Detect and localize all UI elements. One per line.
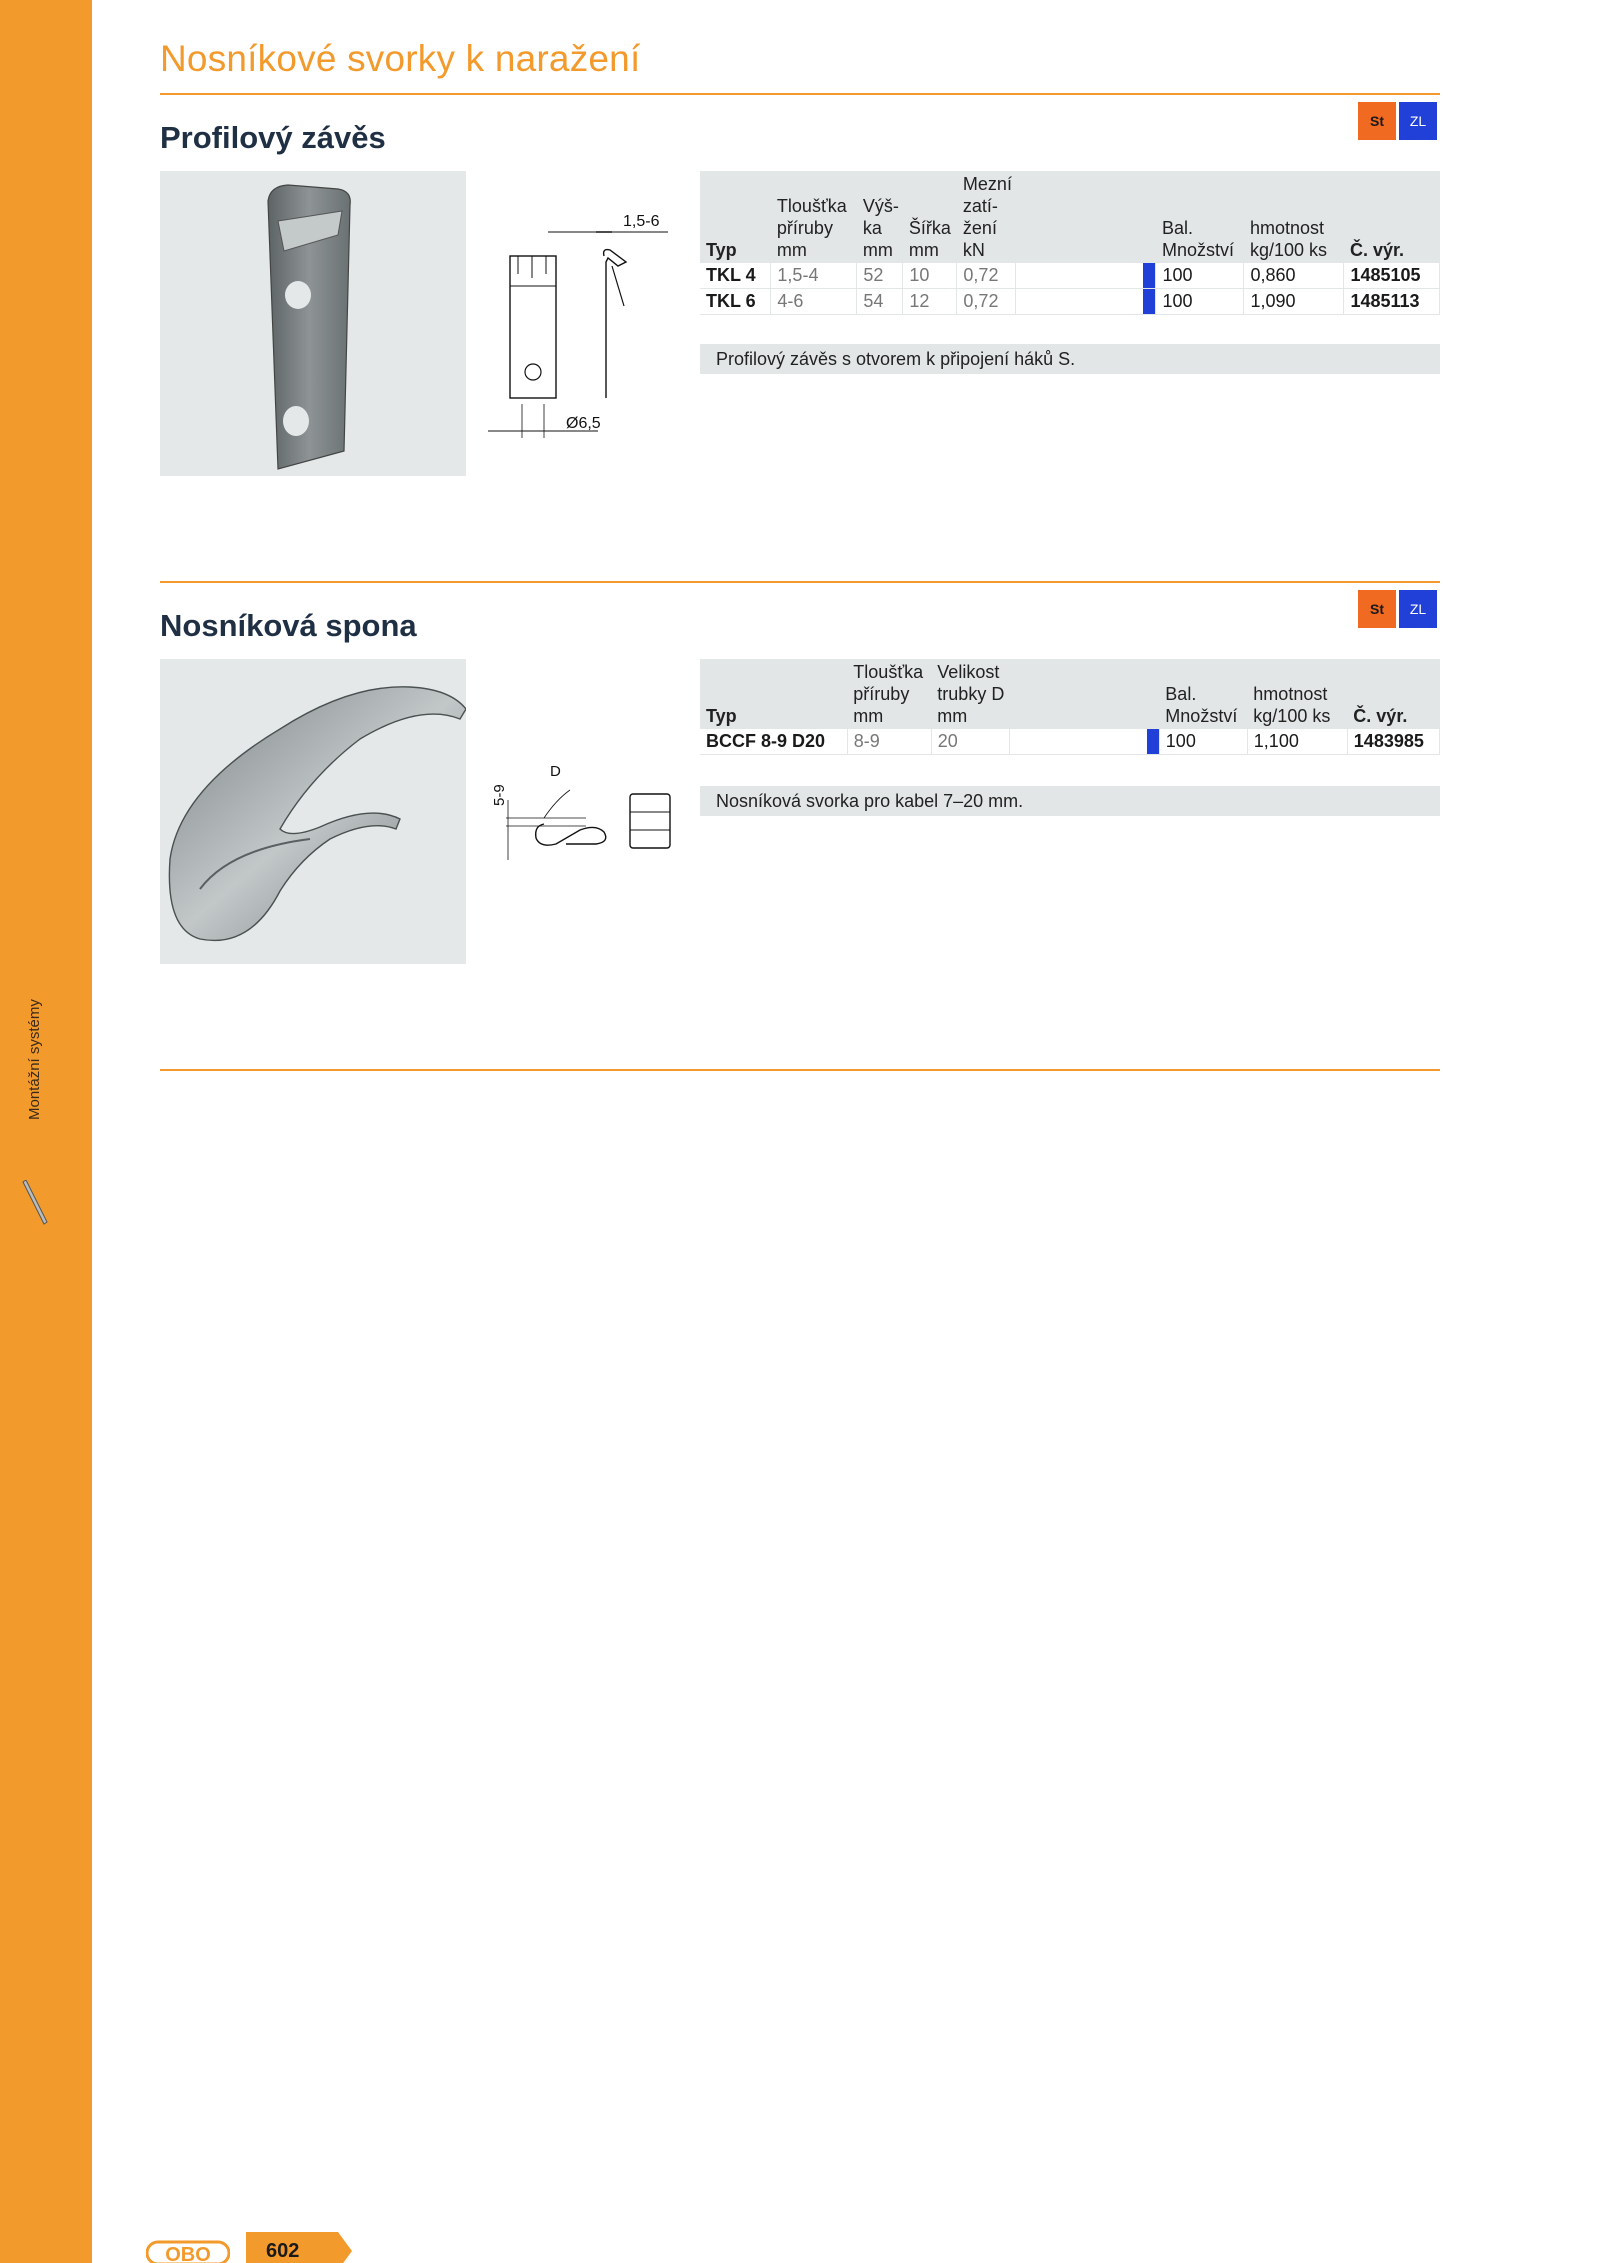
cell-sirka: 12 (903, 289, 957, 315)
zl-marker (1147, 729, 1159, 754)
cell-sirka: 10 (903, 263, 957, 289)
col-velikost: Velikost trubky D mm (931, 659, 1009, 729)
col-sirka: Šířka mm (903, 171, 957, 263)
col-spacer (1016, 171, 1156, 263)
side-label (26, 1100, 46, 1120)
cell-typ: TKL 4 (700, 263, 771, 289)
cell-tloustka: 4-6 (771, 289, 857, 315)
col-typ: Typ (700, 659, 847, 729)
page-title: Nosníkové svorky k naražení (160, 38, 641, 79)
table-header-row (700, 171, 1440, 263)
side-bar (0, 0, 92, 2263)
product-photo-bccf (160, 659, 466, 964)
col-spacer (1009, 659, 1159, 729)
technical-drawing-tkl (488, 206, 674, 440)
cell-hmotnost: 1,090 (1244, 289, 1344, 315)
section-rule (160, 581, 1440, 583)
cell-tloustka: 8-9 (847, 729, 931, 755)
table-row (700, 289, 1440, 315)
dim-label-bottom: Ø6,5 (566, 415, 601, 432)
cell-spacer (1016, 289, 1156, 315)
table-row (700, 729, 1440, 755)
cell-bal: 100 (1156, 289, 1244, 315)
logo-text: OBO (165, 2244, 211, 2263)
technical-drawing-bccf (486, 760, 676, 862)
cell-cislo: 1485113 (1344, 289, 1440, 315)
dim-label-d: D (550, 763, 561, 780)
section-rule (160, 1069, 1440, 1071)
cell-bal: 100 (1156, 263, 1244, 289)
zl-marker (1143, 289, 1155, 314)
col-bal: Bal. Množství (1159, 659, 1247, 729)
cell-vyska: 52 (857, 263, 903, 289)
cell-hmotnost: 1,100 (1247, 729, 1347, 755)
page-number: 602 (266, 2240, 300, 2262)
dim-label-top: 1,5-6 (623, 213, 660, 230)
cell-vyska: 54 (857, 289, 903, 315)
col-hmotnost: hmotnost kg/100 ks (1247, 659, 1347, 729)
table-header-row (700, 659, 1440, 729)
cell-cislo: 1485105 (1344, 263, 1440, 289)
cell-typ: TKL 6 (700, 289, 771, 315)
col-cislo-vyrobku: Č. výr. (1347, 659, 1439, 729)
spring-clip-image (160, 659, 466, 964)
spec-table-bccf (700, 659, 1440, 755)
material-badges (1358, 590, 1437, 628)
col-hmotnost: hmotnost kg/100 ks (1244, 171, 1344, 263)
zl-marker (1143, 263, 1155, 288)
badge-st: St (1358, 102, 1396, 140)
badge-st: St (1358, 590, 1396, 628)
badge-zl: ZL (1399, 102, 1437, 140)
col-mezni: Mezní zatí- žení kN (957, 171, 1016, 263)
cell-typ: BCCF 8-9 D20 (700, 729, 847, 755)
col-bal: Bal. Množství (1156, 171, 1244, 263)
product-description-tkl: Profilový závěs s otvorem k připojení háků S. (700, 344, 1440, 374)
badge-zl: ZL (1399, 590, 1437, 628)
col-tloustka: Tloušťka příruby mm (847, 659, 931, 729)
cell-cislo: 1483985 (1347, 729, 1439, 755)
product-photo-tkl (160, 171, 466, 476)
col-vyska: Výš- ka mm (857, 171, 903, 263)
cell-velikost: 20 (931, 729, 1009, 755)
product-description-bccf: Nosníková svorka pro kabel 7–20 mm. (700, 786, 1440, 816)
section-title-nosnikova-spona: Nosníková spona (160, 608, 417, 643)
cell-mezni: 0,72 (957, 289, 1016, 315)
table-row (700, 263, 1440, 289)
cell-bal: 100 (1159, 729, 1247, 755)
col-tloustka: Tloušťka příruby mm (771, 171, 857, 263)
dim-label-flange: 5-9 (491, 784, 508, 806)
cell-tloustka: 1,5-4 (771, 263, 857, 289)
cell-hmotnost: 0,860 (1244, 263, 1344, 289)
spec-table-tkl (700, 171, 1440, 315)
page-number-tab (246, 2232, 352, 2263)
cell-spacer (1009, 729, 1159, 755)
cell-mezni: 0,72 (957, 263, 1016, 289)
hanger-image (160, 171, 466, 476)
title-rule (160, 93, 1440, 95)
col-cislo-vyrobku: Č. výr. (1344, 171, 1440, 263)
material-badges (1358, 102, 1437, 140)
col-typ: Typ (700, 171, 771, 263)
obo-logo (146, 2236, 230, 2263)
cell-spacer (1016, 263, 1156, 289)
section-title-profilovy-zaves: Profilový závěs (160, 120, 386, 155)
rail-tool-icon (20, 1180, 50, 1230)
